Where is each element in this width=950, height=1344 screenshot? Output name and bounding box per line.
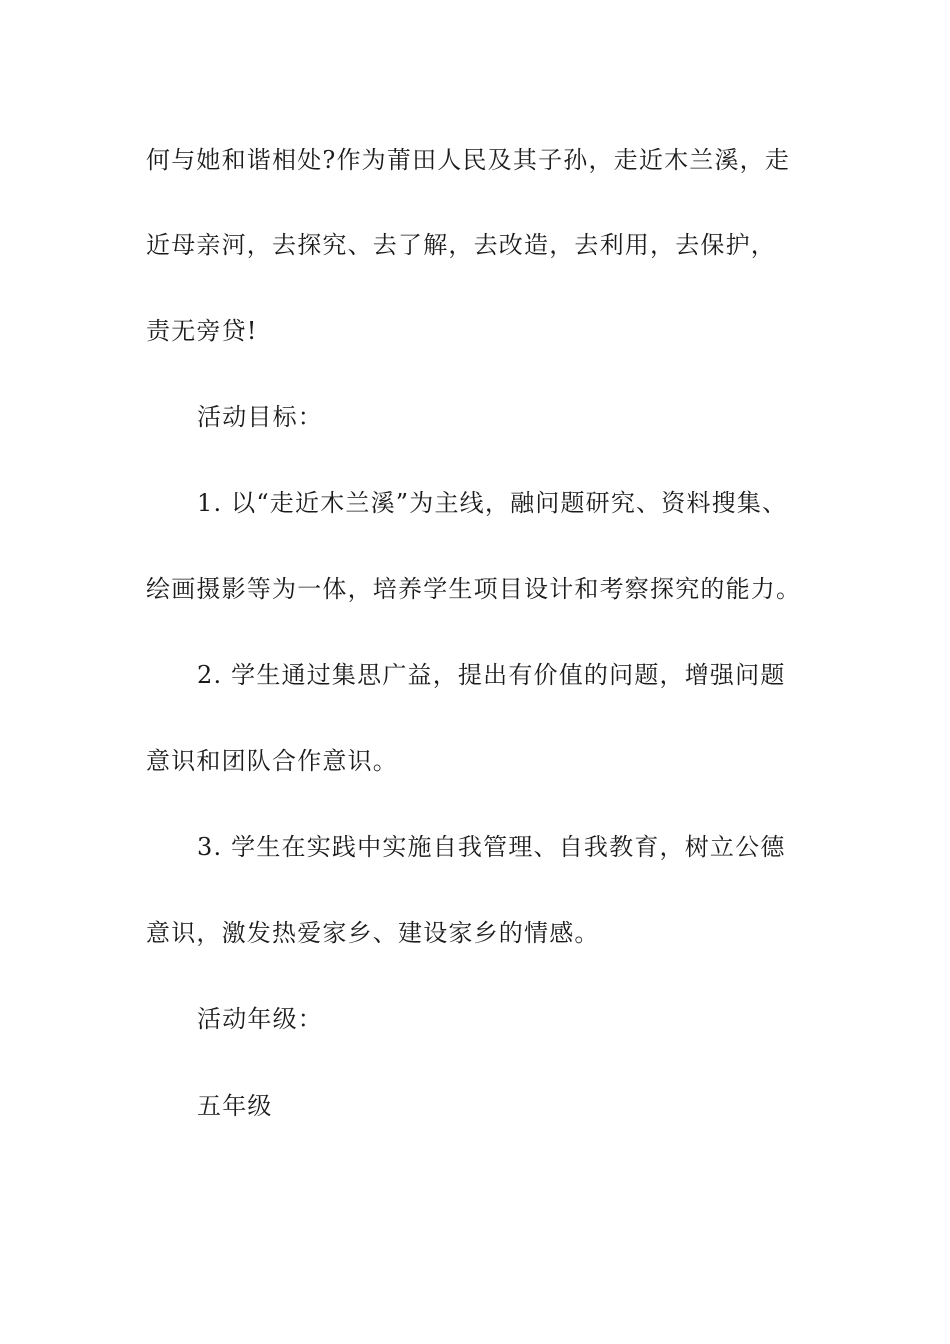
goal-item-2: 2. 学生通过集思广益，提出有价值的问题，增强问题: [197, 661, 786, 689]
paragraph-line: 绘画摄影等为一体，培养学生项目设计和考察探究的能力。: [146, 575, 802, 603]
goal-item-3: 3. 学生在实践中实施自我管理、自我教育，树立公德: [197, 833, 786, 861]
paragraph-line: 责无旁贷!: [146, 317, 258, 345]
paragraph-line: 何与她和谐相处?作为莆田人民及其子孙，走近木兰溪，走: [146, 146, 791, 174]
section-heading-goals: 活动目标：: [197, 403, 323, 431]
paragraph-line: 近母亲河，去探究、去了解，去改造，去利用，去保护，: [146, 231, 776, 259]
goal-item-1: 1. 以“走近木兰溪”为主线，融问题研究、资料搜集、: [197, 489, 788, 517]
paragraph-line: 意识，激发热爱家乡、建设家乡的情感。: [146, 919, 600, 947]
paragraph-line: 意识和团队合作意识。: [146, 747, 398, 775]
grade-value: 五年级: [197, 1092, 273, 1120]
section-heading-grade: 活动年级：: [197, 1005, 323, 1033]
